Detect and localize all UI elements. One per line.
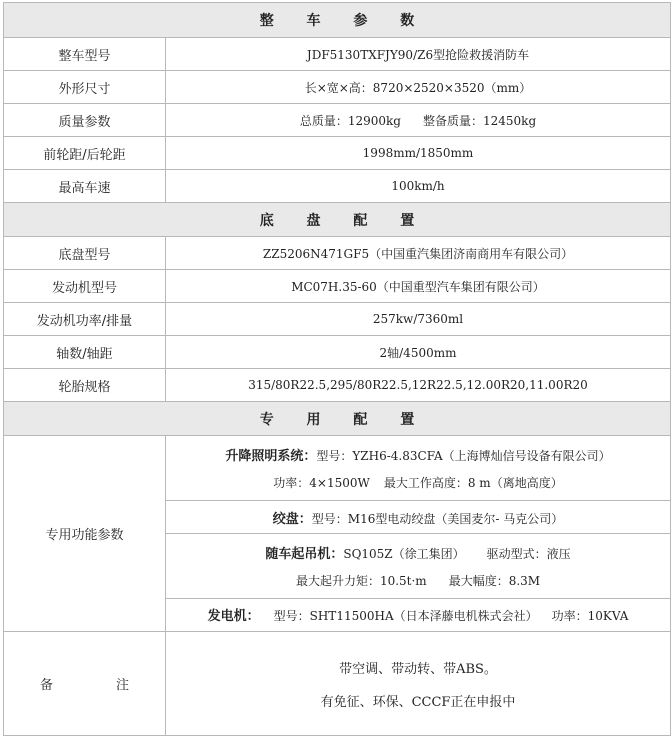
crane [166,534,670,599]
table-row [4,237,671,270]
row-value: 100km/h [166,170,671,202]
generator [166,599,670,630]
crane-drive: 驱动型式：液压 [486,547,571,562]
table-row [4,170,671,203]
row-label: 轮胎规格 [4,369,166,401]
crane-range: 最大幅度：8.3M [448,573,541,588]
row-label: 发动机型号 [4,270,166,302]
lighting-system [166,436,670,501]
row-value [166,104,671,136]
row-value: ZZ5206N471GF5（中国重汽集团济南商用车有限公司） [166,237,671,269]
row-label: 专用功能参数 [4,436,166,631]
row-value: 315/80R22.5,295/80R22.5,12R22.5,12.00R20,11.00R20 [166,369,671,401]
table-row [4,38,671,71]
lighting-model: 型号：YZH6-4.83CFA（上海博灿信号设备有限公司） [316,449,611,464]
table-row [4,104,671,137]
section-title: 整 车 参 数 [259,13,429,29]
row-label: 前轮距/后轮距 [4,137,166,169]
row-label: 轴数/轴距 [4,336,166,368]
crane-torque: 最大起升力矩：10.5t·m [295,573,427,588]
table-row [4,137,671,170]
row-value: MC07H.35-60（中国重型汽车集团有限公司） [166,270,671,302]
remarks-row [4,632,671,736]
row-label: 发动机功率/排量 [4,303,166,335]
winch-title: 绞盘： [272,511,312,527]
crane-title: 随车起吊机： [265,547,344,563]
section-header-vehicle [4,3,671,38]
section-header-special [4,402,671,436]
row-value: JDF5130TXFJY90/Z6型抢险救援消防车 [166,38,671,70]
section-title: 专 用 配 置 [259,411,429,428]
table-row [4,270,671,303]
section-header-chassis [4,203,671,237]
lighting-title: 升降照明系统： [225,449,317,465]
winch [166,501,670,534]
generator-title: 发电机： [207,609,260,624]
row-value: 257kw/7360ml [166,303,671,335]
remarks-value [166,632,671,735]
remarks-line: 带空调、带动转、带ABS。 [339,661,497,677]
table-row [4,369,671,402]
row-value: 长×宽×高：8720×2520×3520（mm） [166,71,671,103]
curb-mass: 整备质量：12450kg [423,113,537,128]
row-label: 底盘型号 [4,237,166,269]
remarks-line: 有免征、环保、CCCF正在申报中 [320,694,516,710]
row-label: 最高车速 [4,170,166,202]
row-label: 外形尺寸 [4,71,166,103]
row-label: 整车型号 [4,38,166,70]
generator-model: 型号：SHT11500HA（日本泽藤电机株式会社） [273,609,538,623]
row-label: 质量参数 [4,104,166,136]
table-row [4,303,671,336]
crane-model: SQ105Z（徐工集团） [343,547,465,562]
table-row [4,71,671,104]
spec-table [3,2,671,736]
lighting-power: 功率：4×1500W [273,475,370,490]
winch-model: 型号：M16型电动绞盘（美国麦尔- 马克公司） [311,511,564,526]
section-title: 底 盘 配 置 [259,212,429,229]
row-value: 2轴/4500mm [166,336,671,368]
row-value: 1998mm/1850mm [166,137,671,169]
special-function-row [4,436,671,632]
generator-power: 功率：10KVA [551,609,629,623]
table-row [4,336,671,369]
total-mass: 总质量：12900kg [299,113,401,128]
lighting-height: 最大工作高度：8 m（离地高度） [383,475,563,490]
remarks-label: 备 注 [4,632,166,735]
